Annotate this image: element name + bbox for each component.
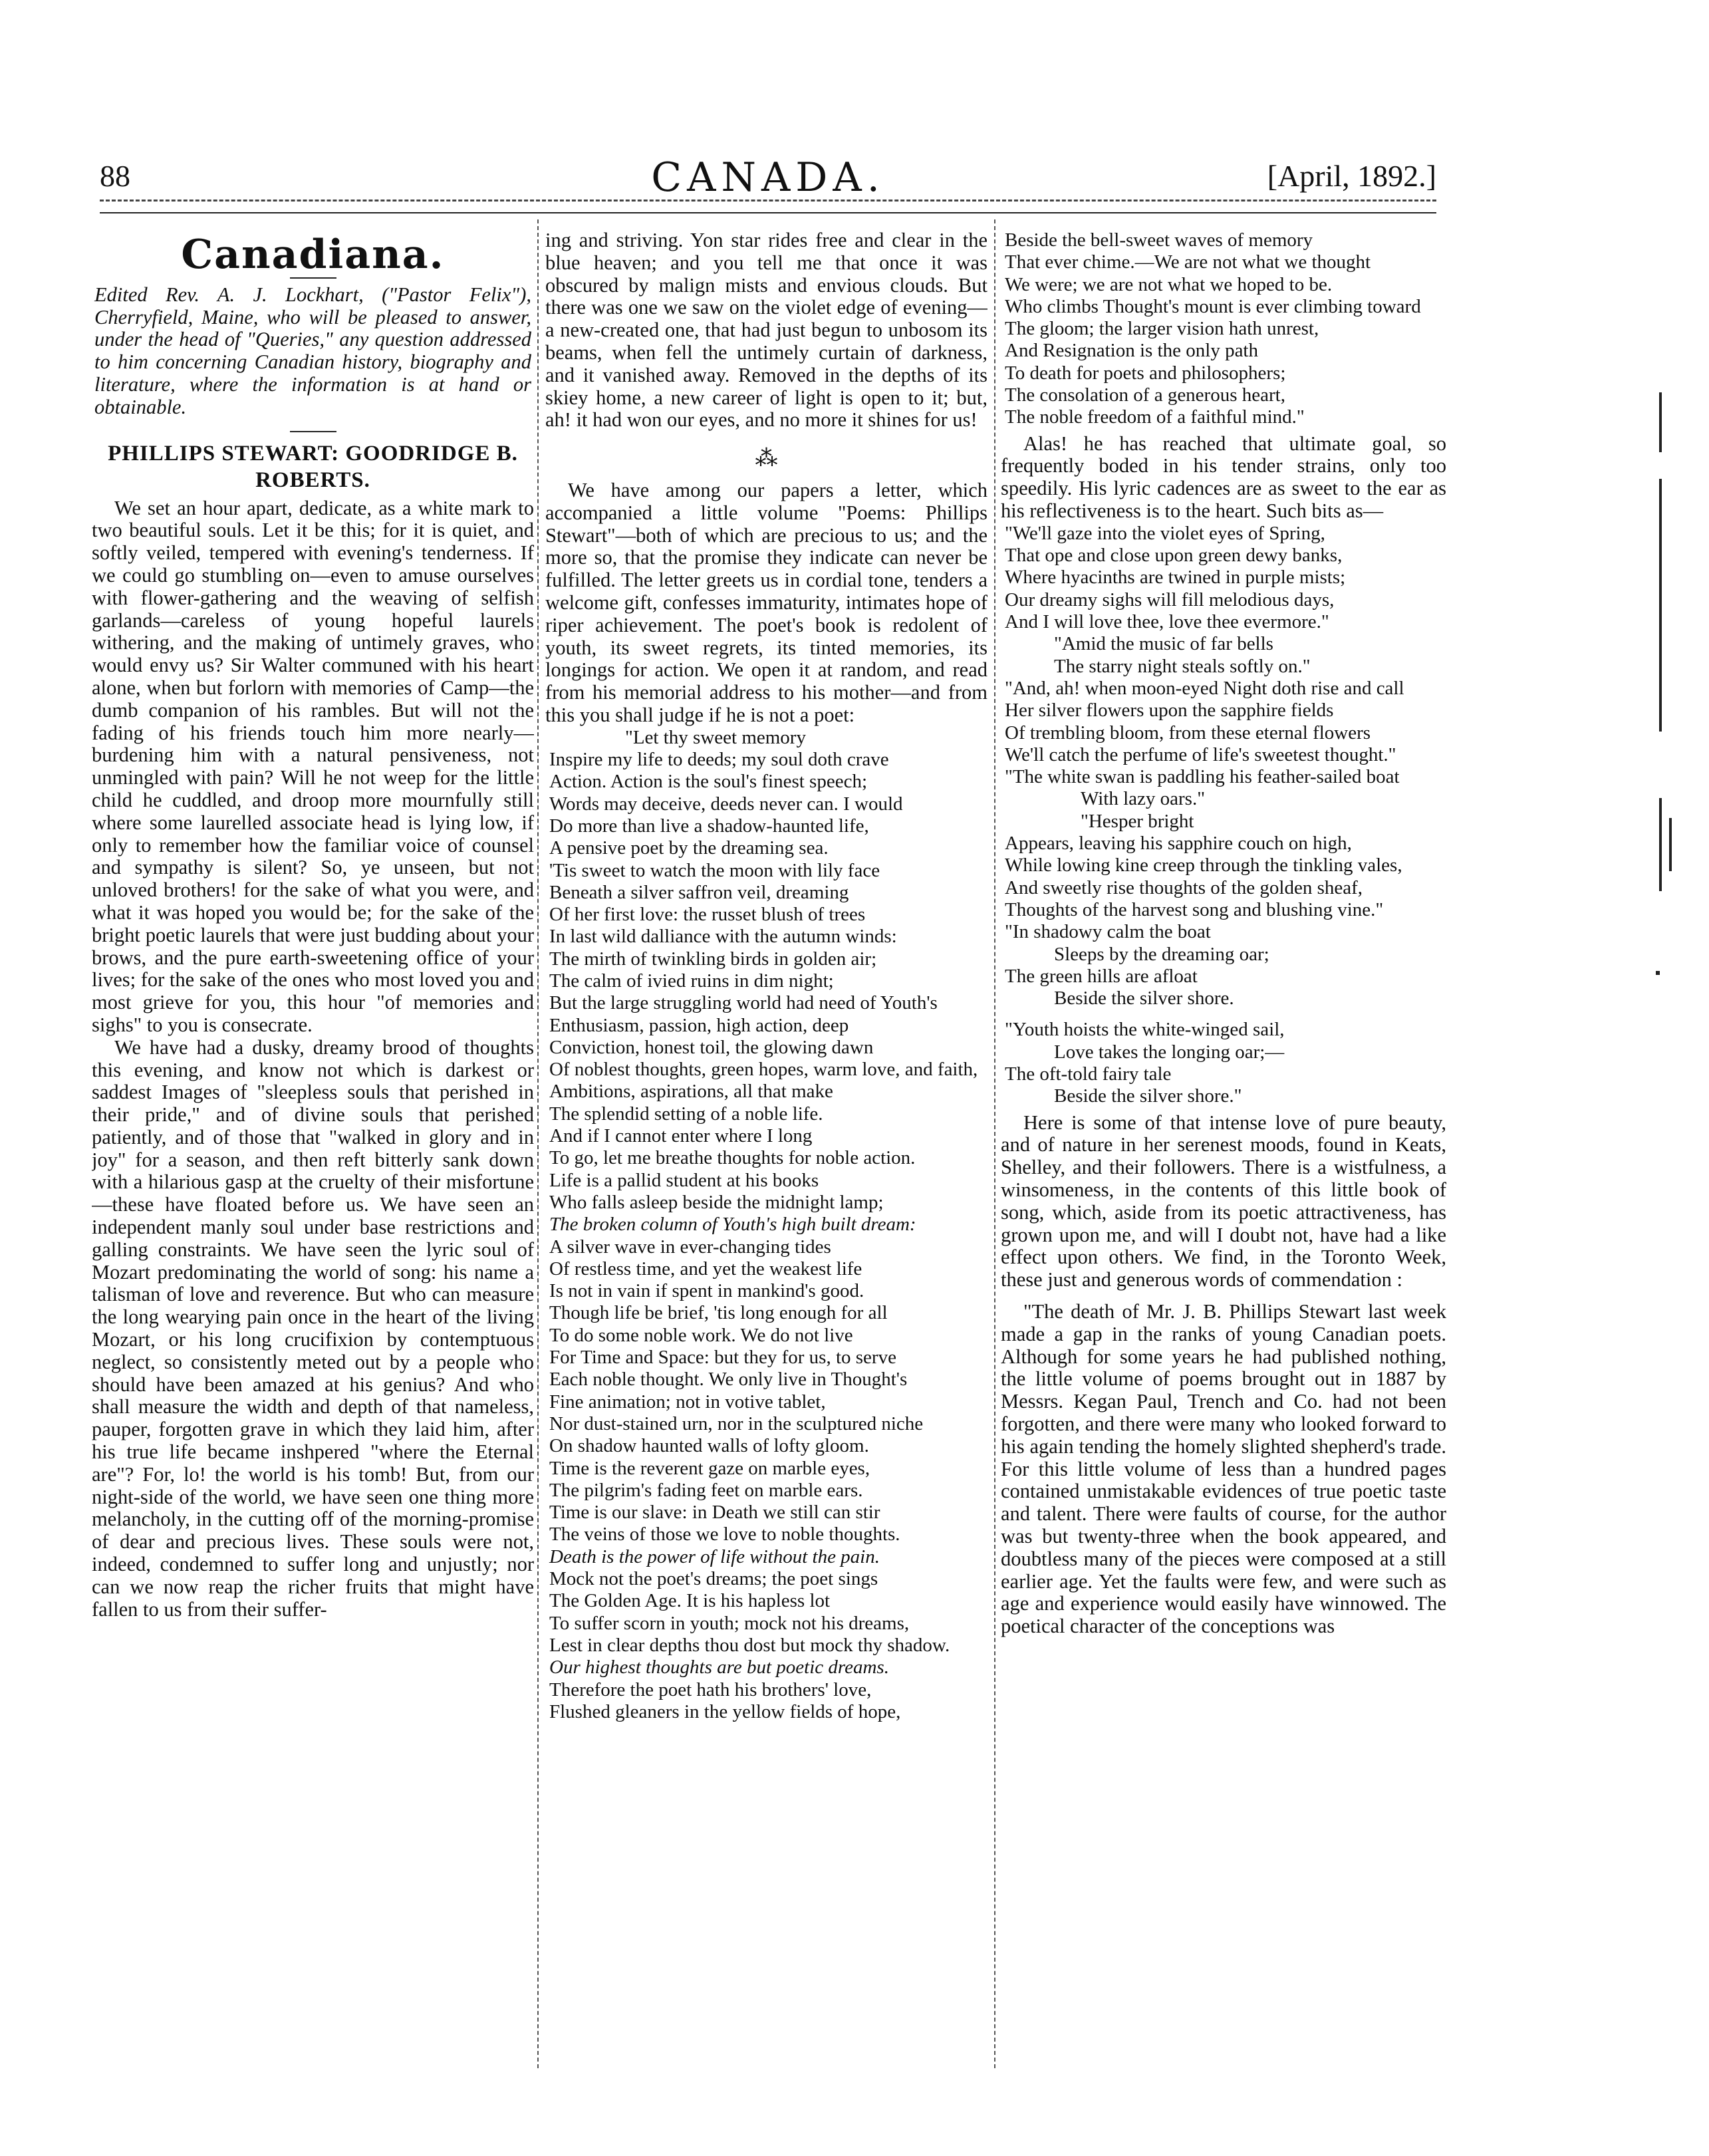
verse-line: And Resignation is the only path (1005, 340, 1258, 362)
verse-line: The pilgrim's fading feet on marble ears. (549, 1479, 863, 1501)
poem-excerpt (1001, 633, 1446, 678)
verse-line: Lest in clear depths thou dost but mock thy shadow. (549, 1634, 950, 1656)
verse-line: The noble freedom of a faithful mind." (1005, 406, 1305, 428)
poem-excerpt (1001, 678, 1446, 766)
verse-line: Time is the reverent gaze on marble eyes, (549, 1457, 870, 1479)
verse-line: The broken column of Youth's high built dream: (549, 1214, 916, 1236)
verse-line: And sweetly rise thoughts of the golden sheaf, (1005, 876, 1363, 898)
verse-line: With lazy oars." (1081, 788, 1206, 810)
asterism: ⁂ (755, 446, 778, 472)
verse-line: Ambitions, aspirations, all that make (549, 1081, 833, 1103)
verse-line: Our highest thoughts are but poetic dreams. (549, 1657, 889, 1679)
verse-line: But the large struggling world had need of Youth's (549, 992, 938, 1014)
verse-line: The green hills are afloat (1005, 965, 1198, 987)
column-3 (1001, 229, 1446, 2085)
verse-line: To suffer scorn in youth; mock not his dreams, (549, 1612, 910, 1634)
verse-line: "In shadowy calm the boat (1005, 921, 1211, 943)
column-divider (994, 219, 995, 2068)
verse-line: The veins of those we love to noble thoughts. (549, 1524, 900, 1546)
verse-line: And if I cannot enter where I long (549, 1125, 813, 1147)
verse-line: "Amid the music of far bells (1054, 633, 1273, 655)
verse-line: The calm of ivied ruins in dim night; (549, 970, 834, 992)
article-paragraph: Alas! he has reached that ultimate goal, so frequently boded in his tender strains, only too speedily. His lyric cadences are as sweet to the ear as his reflectiveness is to the heart. Such bits as— (1001, 432, 1446, 523)
column-2 (545, 229, 987, 2085)
verse-line: The mirth of twinkling birds in golden air; (549, 948, 877, 970)
column-divider (537, 219, 539, 2068)
poem-excerpt (1001, 1019, 1446, 1107)
verse-line: "Hesper bright (1081, 810, 1194, 832)
verse-line: A pensive poet by the dreaming sea. (549, 837, 829, 859)
verse-line: Life is a pallid student at his books (549, 1169, 819, 1191)
poem-excerpt (1001, 523, 1446, 633)
verse-line: "We'll gaze into the violet eyes of Spring, (1005, 522, 1325, 544)
verse-line: The gloom; the larger vision hath unrest, (1005, 318, 1319, 340)
verse-line: The starry night steals softly on." (1054, 655, 1311, 677)
verse-line: Her silver flowers upon the sapphire fields (1005, 700, 1334, 722)
article-paragraph: Here is some of that intense love of pure beauty, and of nature in her serenest moods, found in Keats, Shelley, and their followers. There is a wistfulness, a winsomeness, in the contents of this little book of song, which, aside from its poetic attractiveness, has grown upon me, and will I doubt not, have had a like effect upon others. We find, in the Toronto Week, these just and generous words of commendation : (1001, 1111, 1446, 1291)
verse-line: Thoughts of the harvest song and blushing vine." (1005, 898, 1384, 920)
masthead: CANADA. (651, 154, 885, 201)
scan-margin-mark (1656, 971, 1660, 975)
verse-line: Is not in vain if spent in mankind's good. (549, 1280, 864, 1302)
verse-line: We'll catch the perfume of life's sweetest thought." (1005, 743, 1396, 765)
poem-excerpt (1001, 766, 1446, 811)
divider-rule (290, 431, 336, 432)
verse-line: Do more than live a shadow-haunted life, (549, 815, 869, 837)
verse-line: Though life be brief, 'tis long enough for all (549, 1302, 888, 1324)
verse-line: In last wild dalliance with the autumn winds: (549, 926, 897, 948)
verse-line: 'Tis sweet to watch the moon with lily face (549, 859, 880, 881)
verse-line: The oft-told fairy tale (1005, 1063, 1172, 1085)
verse-line: Inspire my life to deeds; my soul doth crave (549, 749, 889, 771)
verse-line: The splendid setting of a noble life. (549, 1103, 823, 1125)
verse-line: Therefore the poet hath his brothers' love, (549, 1679, 872, 1700)
verse-line: Beside the silver shore. (1054, 988, 1234, 1010)
verse-line: Love takes the longing oar;— (1054, 1041, 1285, 1063)
page-number: 88 (100, 159, 130, 193)
page-header (100, 154, 1436, 201)
verse-line: Where hyacinths are twined in purple mists; (1005, 567, 1346, 589)
verse-line: Beneath a silver saffron veil, dreaming (549, 881, 849, 903)
verse-line: Death is the power of life without the pain. (549, 1546, 880, 1567)
verse-line: "The white swan is paddling his feather-sailed boat (1005, 766, 1400, 788)
verse-line: We were; we are not what we hoped to be. (1005, 273, 1333, 295)
verse-line: Nor dust-stained urn, nor in the sculptured niche (549, 1413, 924, 1434)
verse-line: Enthusiasm, passion, high action, deep (549, 1014, 849, 1036)
verse-line: Conviction, honest toil, the glowing dawn (549, 1036, 874, 1058)
verse-line: To do some noble work. We do not live (549, 1324, 853, 1346)
poem-excerpt (1001, 811, 1446, 921)
editor-note: Edited Rev. A. J. Lockhart, ("Pastor Felix"), Cherryfield, Maine, who will be pleased to answer, under the head of "Queries," any question addressed to him concerning Canadian history, biography and literature, where the information is at hand or obtainable. (94, 283, 531, 418)
verse-line: Each noble thought. We only live in Thought's (549, 1369, 908, 1391)
verse-line: A silver wave in ever-changing tides (549, 1236, 831, 1258)
verse-line: Time is our slave: in Death we still can stir (549, 1502, 880, 1524)
verse-line: "And, ah! when moon-eyed Night doth rise and call (1005, 677, 1404, 699)
verse-line: The Golden Age. It is his hapless lot (549, 1590, 831, 1612)
section-title: Canadiana. (181, 231, 445, 278)
verse-line: For Time and Space: but they for us, to serve (549, 1347, 896, 1369)
verse-line: Words may deceive, deeds never can. I would (549, 793, 903, 815)
verse-line: Of trembling bloom, from these eternal flowers (1005, 722, 1371, 743)
verse-line: Who climbs Thought's mount is ever climbing toward (1005, 295, 1421, 317)
verse-line: And I will love thee, love thee evermore." (1005, 611, 1329, 633)
verse-line: Of restless time, and yet the weakest life (549, 1258, 862, 1280)
article-paragraph: We have among our papers a letter, which accompanied a little volume "Poems: Phillips Stewart"—both of which are precious to us; and the more so, that the promise they indicate can never be fulfilled. The letter greets us in cordial tone, tenders a welcome gift, confesses immaturity, intimates hope of riper achievement. The poet's book is redolent of youth, its sweet regrets, its tinted memories, its longings for action. We open it at random, and read from his memorial address to his mother—and from this you shall judge if he is not a poet: (545, 478, 987, 726)
verse-line: Beside the bell-sweet waves of memory (1005, 229, 1313, 251)
article-paragraph: We set an hour apart, dedicate, as a white mark to two beautiful souls. Let it be this; for it is quiet, and softly veiled, tempered with evening's tenderness. If we could go stumbling on—even to amuse ourselves with flower-gathering and the weaving of selfish garlands—careless of young hopeful laurels withering, and the making of untimely graves, who would envy us? Sir Walter communed with his heart alone, when but forlorn with memories of Camp—the dumb companion of his rambles. But will not the fading of his friends touch him more nearly—burdening him with a natural pensiveness, not unmingled with pain? Will he not weep for the little child he cuddled, and droop more mournfully still where some laurelled associate head is lying low, if only to remember how the familiar voice of counsel and sympathy is silent? So, ye unseen, but not unloved brothers! for the sake of what you were, and what it was hoped you would be; for the sake of the bright poetic laurels that were just budding about your brows, and the pure earth-sweetening office of your lives; for the sake of the ones who most loved you and most grieve for you, this hour "of memories and sighs" to you is consecrate. (92, 496, 534, 1036)
verse-line: Appears, leaving his sapphire couch on high, (1005, 833, 1352, 855)
article-paragraph: ing and striving. Yon star rides free and clear in the blue heaven; and you tell me that once it was obscured by malign mists and envious clouds. But there was one we saw on the violet edge of evening—a new-created one, that had just begun to unbosom its beams, when fell the untimely curtain of darkness, and it vanished away. Removed in the depths of its skiey home, a new career of light is open to it; but, ah! it had won our eyes, and no more it shines for us! (545, 229, 987, 432)
scan-margin-mark (1659, 798, 1662, 891)
verse-line: "Youth hoists the white-winged sail, (1005, 1019, 1285, 1041)
verse-line: Fine animation; not in votive tablet, (549, 1391, 826, 1413)
scan-margin-mark (1669, 818, 1672, 871)
verse-line: To death for poets and philosophers; (1005, 362, 1286, 384)
quoted-review: "The death of Mr. J. B. Phillips Stewart last week made a gap in the ranks of young Canadian poets. Although for some years he had published nothing, the little volume of poems brought out in 1887 by Messrs. Kegan Paul, Trench and Co. had not been forgotten, and there were many who looked forward to his again tending the homely slighted shepherd's trade. For this little volume of less than a hundred pages contained unmistakable evidences of true poetic taste and talent. There were faults of course, for the author was but twenty-three when the book appeared, and doubtless many of the pieces were composed at a still earlier age. Yet the faults were few, and were such as age and experience would easily have winnowed. The poetical character of the conceptions was (1001, 1299, 1446, 1638)
issue-date: [April, 1892.] (1267, 159, 1436, 193)
verse-line: Who falls asleep beside the midnight lamp; (549, 1191, 884, 1213)
verse-line: Of her first love: the russet blush of trees (549, 904, 866, 926)
column-1 (92, 229, 534, 2085)
scan-margin-mark (1659, 392, 1662, 452)
verse-line: To go, let me breathe thoughts for noble action. (549, 1147, 916, 1169)
verse-line: Action. Action is the soul's finest speech; (549, 771, 868, 793)
verse-line: Of noblest thoughts, green hopes, warm love, and faith, (549, 1059, 978, 1081)
spacer (1001, 1010, 1446, 1019)
verse-line: That ope and close upon green dewy banks, (1005, 545, 1343, 567)
header-rule (100, 200, 1436, 213)
verse-line: While lowing kine creep through the tinkling vales, (1005, 855, 1402, 876)
verse-line: Beside the silver shore." (1054, 1085, 1242, 1107)
verse-line: Sleeps by the dreaming oar; (1054, 943, 1269, 965)
poem-memorial-address (545, 727, 987, 1723)
verse-line: That ever chime.—We are not what we thought (1005, 251, 1371, 273)
article-title: PHILLIPS STEWART: GOODRIDGE B. ROBERTS. (108, 441, 518, 492)
article-paragraph: We have had a dusky, dreamy brood of thoughts this evening, and know not which is darkest or saddest Images of "sleepless souls that perished in their pride," and of divine souls that perished patiently, and of those that "walked in glory and in joy" for a season, and then reft bitterly sank down with a hilarious gasp at the cruelty of their misfortune—these have floated before us. We have seen an independent manly soul under base restrictions and galling constraints. We have seen the lyric soul of Mozart predominating the world of song: his name a talisman of love and reverence. But who can measure the long wearying pain once in the heart of the living Mozart, or his long crucifixion by contemptuous neglect, so consistently meted out by a people who should have been amazed at his genius? And who shall measure the width and depth of that nameless, pauper, forgotten grave in which they laid him, after his true life became inshpered "where the Eternal are"? For, lo! the world is his tomb! But, from our night-side of the world, we have seen one thing more melancholy, in the cutting off of the morning-promise of dear and precious lives. These souls were not, indeed, condemned to suffer long and unjustly; nor can we now reap the richer fruits that might have fallen to us from their suffer- (92, 1035, 534, 1621)
verse-line: Our dreamy sighs will fill melodious days, (1005, 589, 1335, 610)
verse-line: On shadow haunted walls of lofty gloom. (549, 1435, 869, 1457)
scan-margin-mark (1659, 479, 1662, 732)
poem-excerpt (1001, 921, 1446, 1010)
verse-line: The consolation of a generous heart, (1005, 384, 1285, 406)
verse-line: "Let thy sweet memory (625, 726, 806, 748)
poem-memorial-address-continued (1001, 229, 1446, 429)
verse-line: Mock not the poet's dreams; the poet sings (549, 1568, 878, 1590)
verse-line: Flushed gleaners in the yellow fields of hope, (549, 1700, 901, 1722)
